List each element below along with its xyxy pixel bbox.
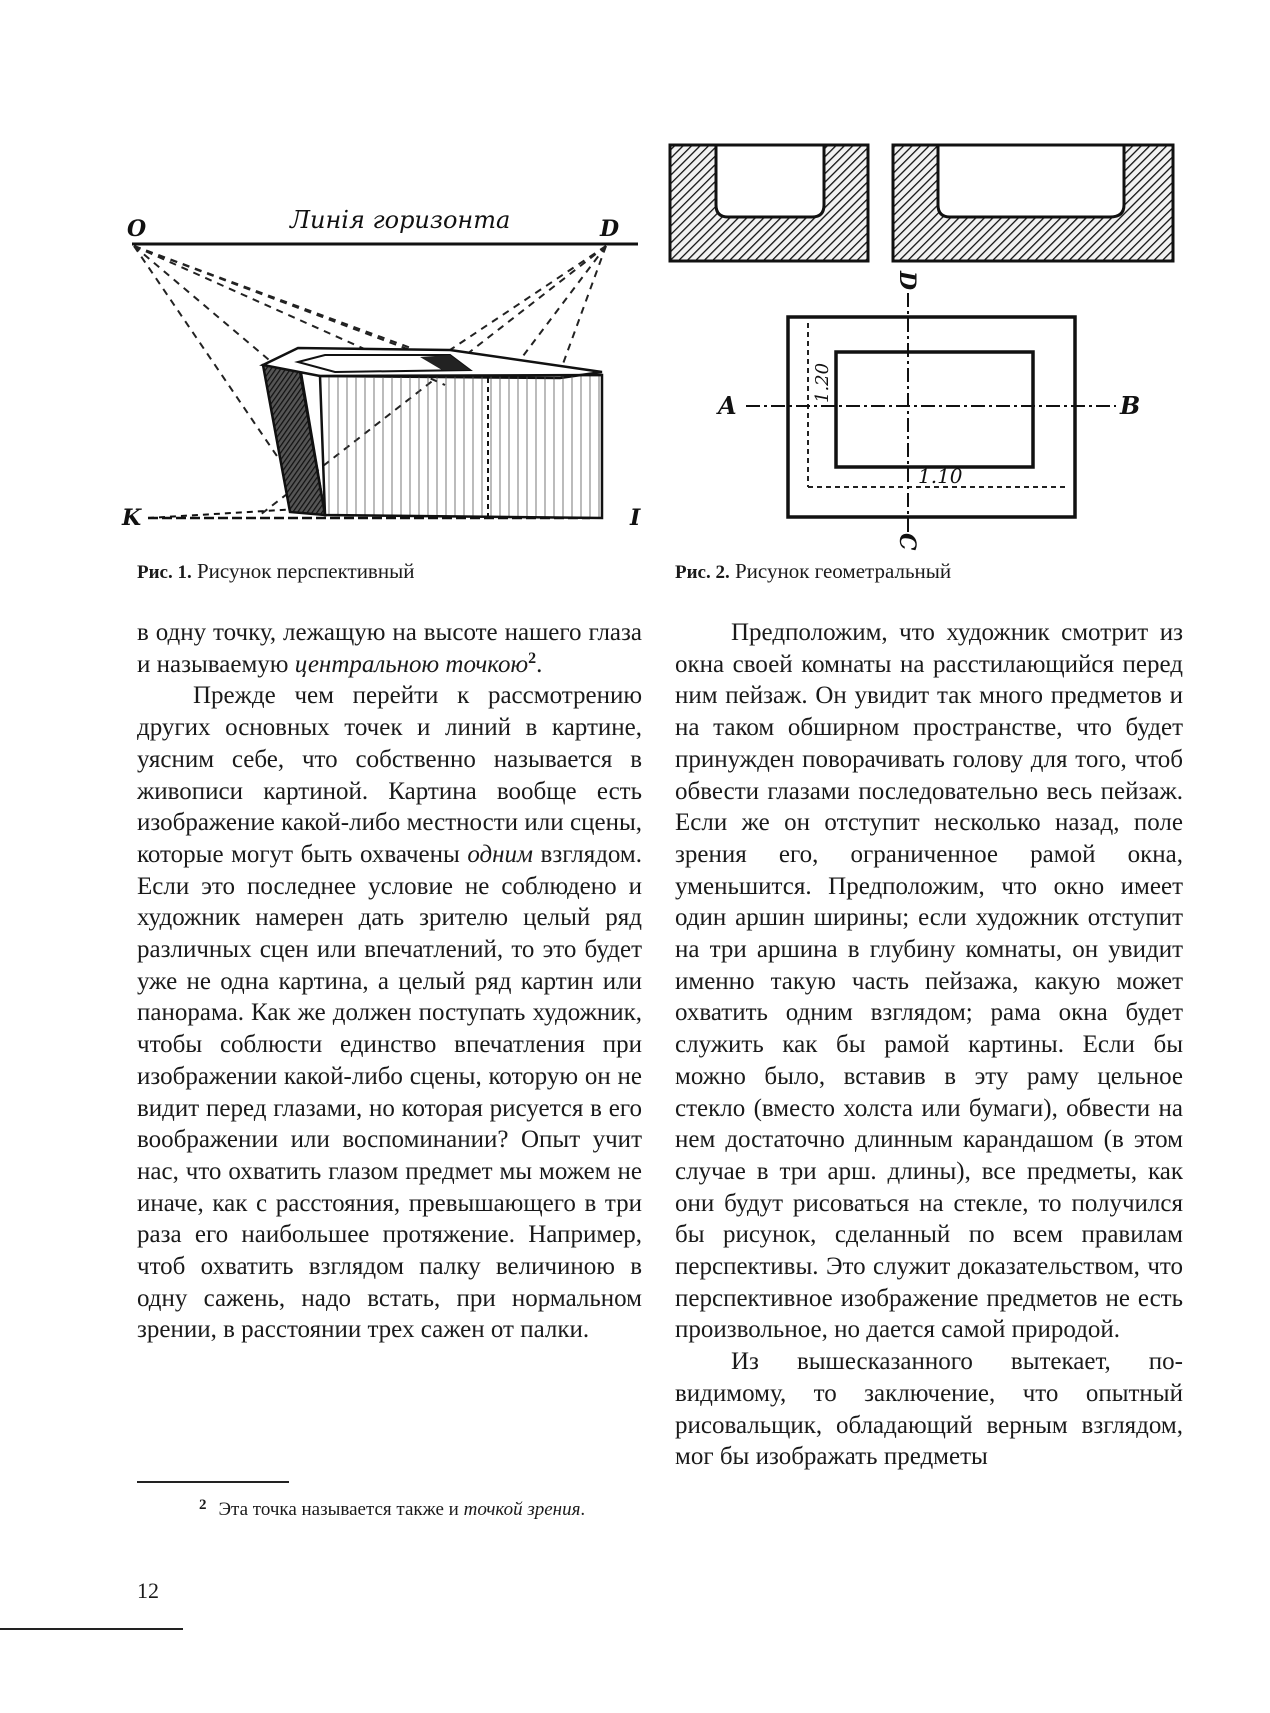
right-paragraph-1: Предположим, что художник смотрит из окна своей комнаты на расстилающийся перед ним пейзаж. Он увидит так много предметов и на таком обширном пространстве, что будет принужден поворачивать голову для того, чтоб обвести глазами последовательно весь пейзаж. Если же он отступит несколько назад, поле зрения его, ограниченное рамой окна, уменьшится. Предположим, что окно имеет один аршин ширины; если художник отступит на три аршина в глубину комнаты, он увидит именно такую часть пейзажа, какую может охватить одним взглядом; рама окна будет служить как бы рамой картины. Если бы можно было, вставив в эту раму цельное стекло (вместо холста или бумаги), обвести на нем достаточно длинным карандашом (в этом случае в три арш. длины), все предметы, как они будут рисоваться на стекле, то получился бы рисунок, сделанный по всем правилам перспективы. Это служит доказательством, что перспективное изображение предметов не есть произвольное, но дается самой природой.	[675, 619, 1183, 1344]
height-dimension-label: 1.20	[812, 362, 833, 403]
cross-section-right	[893, 145, 1173, 261]
left-paragraph-2: Прежде чем перейти к рассмотрению других основных точек и линий в картине, уясним себе, что собственно называется в живописи картиной. Картина вообще есть изображение какой-либо местности или сцены, которые могут быть охвачены одним взглядом. Если это последнее условие не соблюдено и художник намерен дать зрителю целый ряд различных сцен или впечатлений, то это будет уже не одна картина, а целый ряд картин или панорама. Как же должен поступать художник, чтобы соблюсти единство впечатления при изображении какой-либо сцены, которую он не видит перед глазами, но которая рисуется в его воображении или воспоминании? Опыт учит нас, что охватить глазом предмет мы можем не иначе, как с расстояния, превышающего в три раза его наибольшее протяжение. Например, чтоб охватить взглядом палку величиною в одну сажень, надо встать, при нормальном зрении, в расстоянии трех сажен от палки.	[137, 682, 643, 1344]
point-b-label: B	[1120, 391, 1141, 420]
term-central-point: центральною точкою	[294, 650, 529, 678]
horizon-label: Линія горизонта	[290, 206, 511, 234]
left-column	[137, 617, 642, 1346]
figure-1-label: Рис. 1.	[137, 562, 192, 583]
term-one-glance: одним	[467, 840, 534, 868]
footnote-ref: 2	[528, 649, 537, 667]
width-dimension-label: 1.10	[918, 464, 963, 488]
point-i-label: I	[630, 505, 641, 530]
point-d-label-fig2: D	[894, 271, 920, 291]
cross-section-left	[670, 145, 868, 261]
point-d-label: D	[600, 216, 620, 242]
bottom-rule	[0, 1628, 183, 1630]
point-c-label: C	[894, 533, 920, 551]
right-paragraph-2: Из вышесказанного вытекает, по-видимому, то заключение, что опытный рисовальщик, обладающий верным взглядом, мог бы изображать предметы	[675, 1348, 1183, 1471]
right-column	[675, 617, 1183, 1473]
point-o-label: O	[127, 216, 147, 242]
figure-2-label: Рис. 2.	[675, 562, 730, 583]
figure-2-caption	[675, 559, 951, 585]
box-front-face	[320, 375, 602, 518]
point-k-label: K	[122, 505, 142, 530]
figure-2-geometral-drawing	[668, 143, 1188, 553]
figure-1-caption	[137, 559, 414, 585]
footnote-number: 2	[199, 1497, 207, 1513]
footnote-divider	[137, 1481, 289, 1483]
left-paragraph-1: в одну точку, лежащую на высоте нашего глаза и называемую центральною точкою$^2$.	[137, 619, 642, 678]
footnote: $^2$ Эта точка называется также и точкой зрения.	[199, 1497, 586, 1520]
figure-1-caption-text: Рисунок перспективный	[197, 559, 415, 583]
point-a-label: A	[718, 391, 737, 420]
figure-1-perspective-drawing	[120, 200, 645, 530]
page-number: 12	[137, 1578, 159, 1603]
figure-2-caption-text: Рисунок геометральный	[735, 559, 952, 583]
